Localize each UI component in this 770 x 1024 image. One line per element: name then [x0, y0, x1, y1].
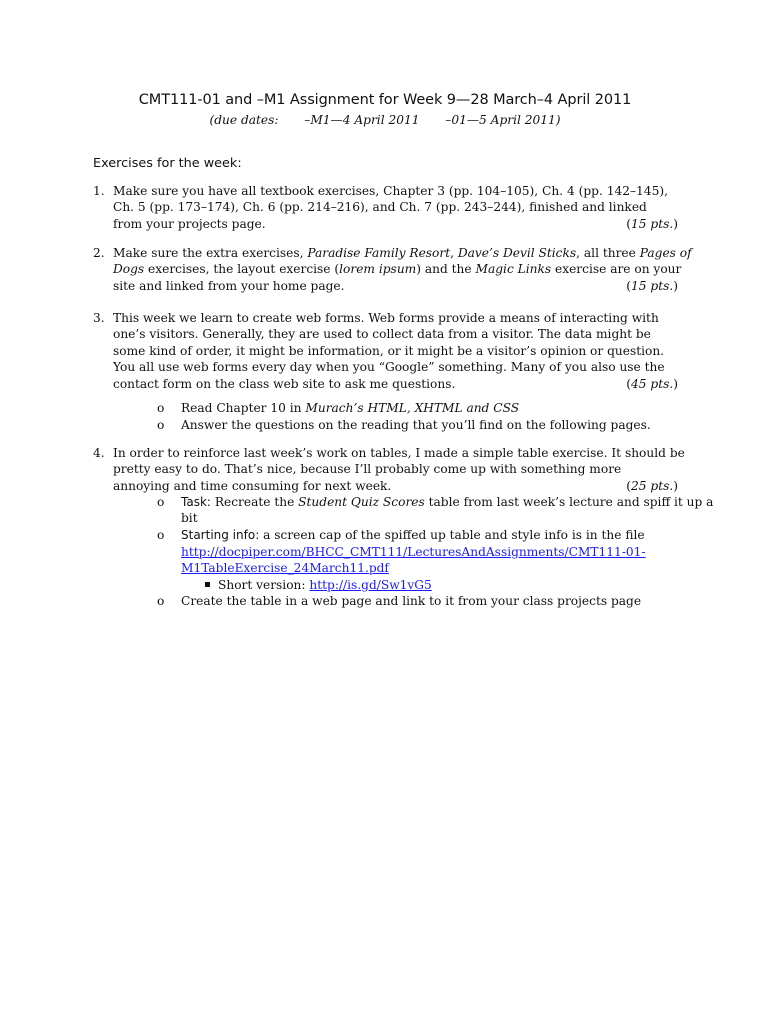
item-line: one’s visitors. Generally, they are used to collect data from a visitor. The data might be [113, 327, 651, 342]
item-number: 3. [93, 311, 105, 325]
item-line: In order to reinforce last week’s work on tables, I made a simple table exercise. It should be [113, 446, 685, 460]
text-italic: Magic Links [475, 262, 552, 277]
text: , [450, 246, 458, 260]
list-item-3 [93, 310, 678, 392]
text: , all three [576, 246, 640, 260]
due-label: (due dates: [209, 113, 279, 127]
sub-item-text: Answer the questions on the reading that you’ll find on the following pages. [181, 418, 651, 432]
item-line-last [113, 216, 678, 232]
text: ) and the [416, 262, 476, 277]
points-label: (45 pts.) [626, 376, 678, 391]
circle-bullet-icon: o [157, 401, 165, 415]
file-link-continued[interactable]: M1TableExercise_24March11.pdf [181, 561, 389, 575]
due-01: –01—5 April 2011) [445, 113, 561, 127]
item-line [113, 261, 682, 277]
item-number: 4. [93, 446, 105, 460]
item-line-last [113, 278, 678, 294]
file-link[interactable]: http://docpiper.com/BHCC_CMT111/LecturesAndAssignments/CMT111-01- [181, 545, 646, 559]
page-title: CMT111-01 and –M1 Assignment for Week 9—28 March–4 April 2011 [138, 92, 632, 108]
item-line: pretty easy to do. That’s nice, because I’ll probably come up with something more [113, 462, 622, 477]
text: Recreate the [210, 495, 299, 509]
text-italic: Pages of [639, 246, 692, 260]
item-line-text: site and linked from your home page. [113, 278, 345, 293]
item-line: You all use web forms every day when you “Google” something. Many of you also use the [113, 360, 665, 375]
item-line [113, 245, 692, 261]
sub-item-text: Create the table in a web page and link to it from your class projects page [181, 594, 642, 608]
text: a screen cap of the spiffed up table and style info is in the file [259, 528, 645, 542]
item-number: 2. [93, 246, 105, 260]
circle-bullet-icon: o [157, 594, 165, 608]
short-link[interactable]: http://is.gd/Sw1vG5 [309, 578, 432, 592]
list-item-1 [93, 183, 678, 232]
text-italic: Dave’s Devil Sticks [457, 246, 577, 260]
due-dates [0, 113, 770, 127]
circle-bullet-icon: o [157, 528, 165, 542]
sub-item-text [181, 527, 645, 543]
book-title: Murach’s HTML, XHTML and CSS [305, 401, 520, 415]
text: Make sure the extra exercises, [113, 246, 308, 260]
sub-item-text: bit [181, 511, 198, 525]
points-label: (15 pts.) [626, 216, 678, 231]
item-line: Ch. 5 (pp. 173–174), Ch. 6 (pp. 214–216), and Ch. 7 (pp. 243–244), finished and linked [113, 200, 647, 215]
text-italic: Dogs [113, 262, 145, 277]
text: exercise are on your [551, 262, 682, 277]
item-line: some kind of order, it might be information, or it might be a visitor’s opinion or question. [113, 343, 665, 358]
short-version-line [205, 577, 432, 593]
text: table from last week’s lecture and spiff it up a [424, 495, 714, 509]
sub-item-text [181, 400, 519, 416]
points-label: (25 pts.) [626, 478, 678, 493]
item-line-last [113, 376, 678, 392]
circle-bullet-icon: o [157, 418, 165, 432]
points-value: 15 pts. [631, 216, 674, 231]
item-line: This week we learn to create web forms. Web forms provide a means of interacting with [113, 311, 659, 325]
item-line-text: contact form on the class web site to ask me questions. [113, 376, 456, 391]
points-value: 25 pts. [631, 478, 674, 493]
text-italic: Student Quiz Scores [298, 495, 425, 509]
section-heading: Exercises for the week: [93, 156, 242, 171]
item-line-last [113, 478, 678, 494]
item-line-text: annoying and time consuming for next week. [113, 478, 392, 493]
text: Read Chapter 10 in [181, 401, 306, 415]
text-italic: lorem ipsum [339, 262, 417, 277]
points-label: (15 pts.) [626, 278, 678, 293]
task-label: Task: [181, 495, 211, 509]
short-version-label: Short version: [218, 578, 310, 592]
starting-info-label: Starting info: [181, 528, 260, 542]
list-item-2 [93, 245, 692, 294]
points-value: 45 pts. [631, 376, 674, 391]
item-number: 1. [93, 184, 105, 198]
circle-bullet-icon: o [157, 495, 165, 509]
item-line: Make sure you have all textbook exercises, Chapter 3 (pp. 104–105), Ch. 4 (pp. 142–145), [113, 184, 668, 198]
due-m1: –M1—4 April 2011 [304, 113, 420, 127]
points-value: 15 pts. [631, 278, 674, 293]
text: exercises, the layout exercise ( [144, 262, 340, 277]
item-line-text: from your projects page. [113, 216, 266, 231]
square-bullet-icon [205, 582, 210, 587]
text-italic: Paradise Family Resort [307, 246, 451, 260]
list-item-4 [93, 445, 685, 494]
sub-item-text [181, 494, 713, 510]
